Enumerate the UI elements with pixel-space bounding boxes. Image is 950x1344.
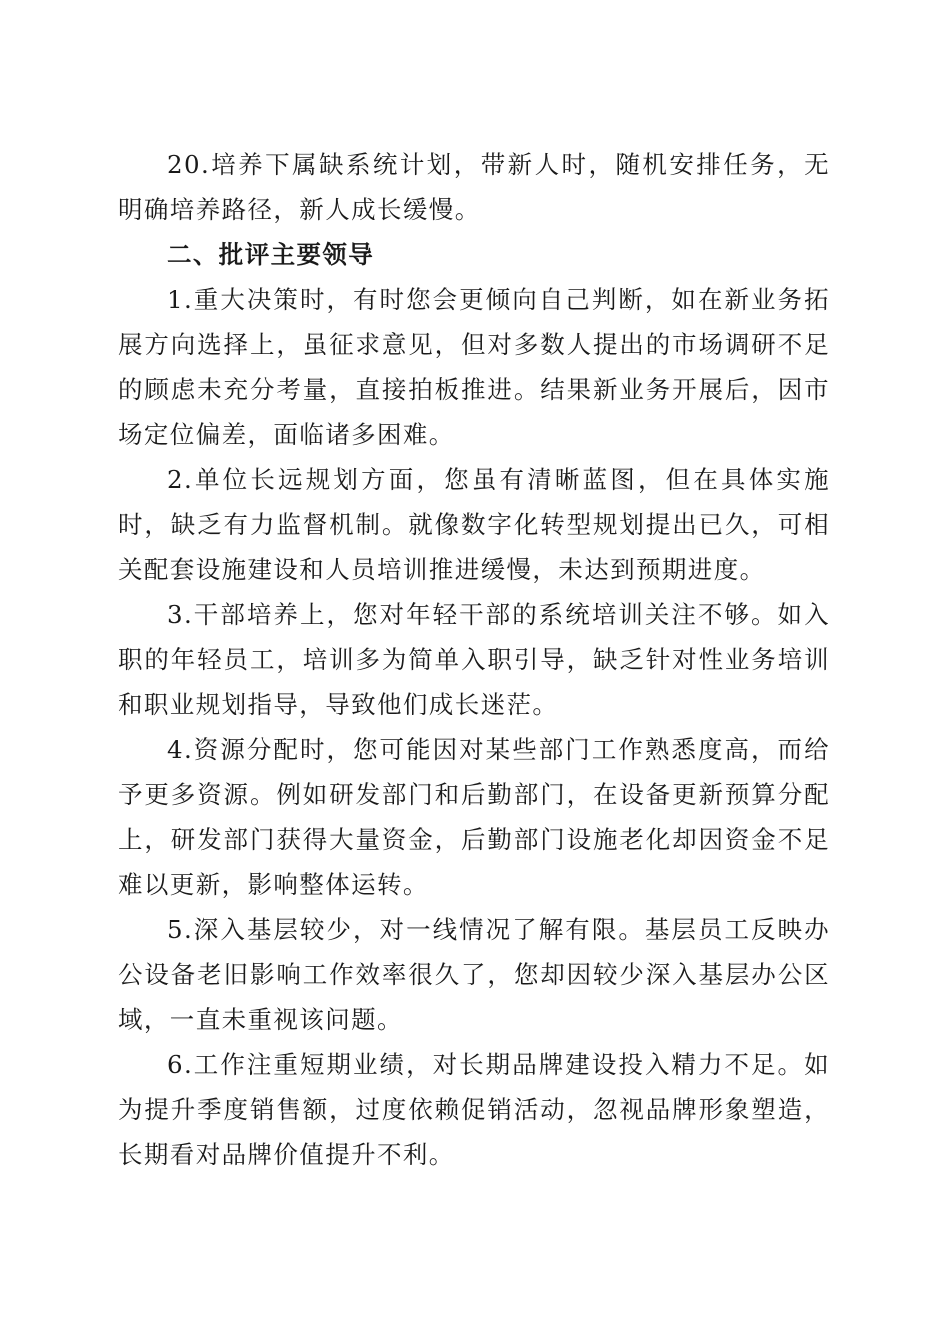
document-body (118, 142, 830, 1177)
paragraph-item-5: 5.深入基层较少，对一线情况了解有限。基层员工反映办公设备老旧影响工作效率很久了，您却因较少深入基层办公区域，一直未重视该问题。 (118, 915, 830, 1034)
paragraph-item-6: 6.工作注重短期业绩，对长期品牌建设投入精力不足。如为提升季度销售额，过度依赖促销活动，忽视品牌形象塑造，长期看对品牌价值提升不利。 (118, 1050, 830, 1169)
paragraph-item-4: 4.资源分配时，您可能因对某些部门工作熟悉度高，而给予更多资源。例如研发部门和后勤部门，在设备更新预算分配上，研发部门获得大量资金，后勤部门设施老化却因资金不足难以更新，影响整体运转。 (118, 735, 830, 899)
section-heading: 二、批评主要领导 (167, 240, 375, 269)
paragraph-item-1: 1.重大决策时，有时您会更倾向自己判断，如在新业务拓展方向选择上，虽征求意见，但对多数人提出的市场调研不足的顾虑未充分考量，直接拍板推进。结果新业务开展后，因市场定位偏差，面临诸多困难。 (118, 285, 830, 449)
paragraph-item-2: 2.单位长远规划方面，您虽有清晰蓝图，但在具体实施时，缺乏有力监督机制。就像数字化转型规划提出已久，可相关配套设施建设和人员培训推进缓慢，未达到预期进度。 (118, 465, 830, 584)
paragraph-item-3: 3.干部培养上，您对年轻干部的系统培训关注不够。如入职的年轻员工，培训多为简单入职引导，缺乏针对性业务培训和职业规划指导，导致他们成长迷茫。 (118, 600, 830, 719)
paragraph-item-20: 20.培养下属缺系统计划，带新人时，随机安排任务，无明确培养路径，新人成长缓慢。 (118, 150, 830, 224)
